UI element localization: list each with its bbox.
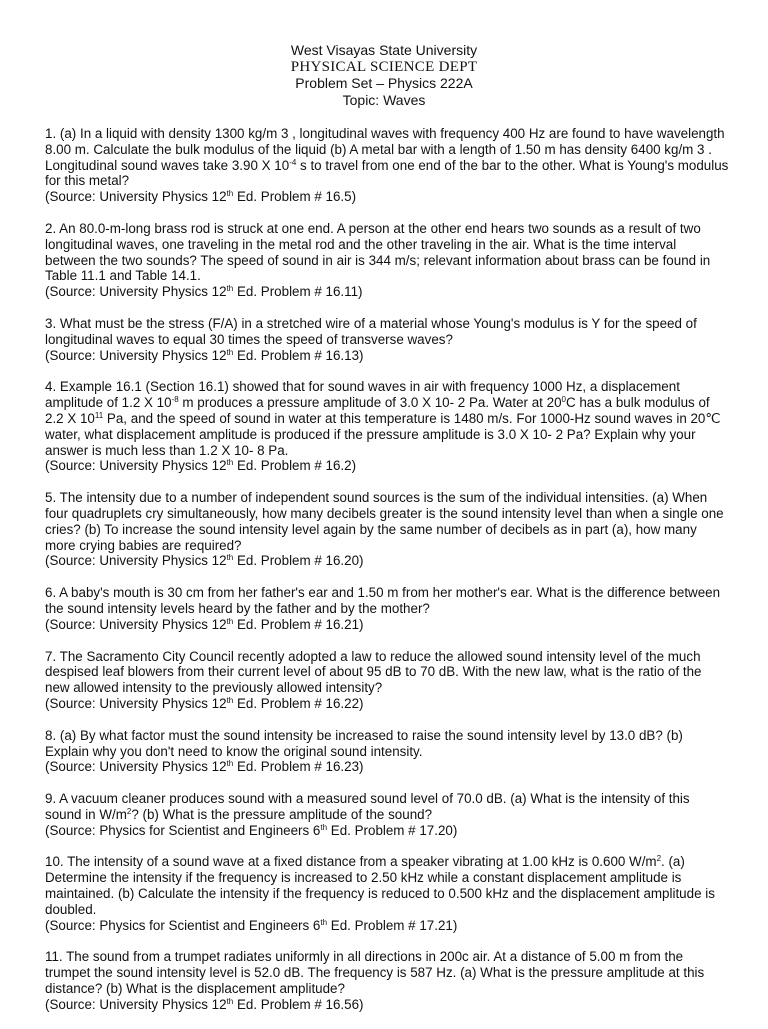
problem-text: 4. Example 16.1 (Section 16.1) showed that for sound waves in air with frequency 1000 Hz, a displacement amplitude of 1.2 X $10^{-8}$ m produces a pressure amplitude of 3.0 X 10- 2 Pa. Water at $20^0C$ has a bulk modulus of 2.2 X $10^{11}$ Pa, and the speed of sound in water at this temperature is 1480 m/s. For 1000-Hz sound waves in 20℃ water, what displacement amplitude is produced if the pressure amplitude is 3.0 X 10- 2 Pa? Explain why your answer is much less than 1.2 X 10- 8 Pa. [45,379,721,458]
problem-set-title: Problem Set – Physics 222A [295,75,473,91]
topic-title: Topic: Waves [342,91,426,108]
problem-1 [45,126,729,205]
problem-text: 11. The sound from a trumpet radiates uniformly in all directions in 200c air. At a distance of 5.00 m from the trumpet the sound intensity level is 52.0 dB. The frequency is 587 Hz. (a) What is the pressure amplitude at this distance? (b) What is the displacement amplitude? [45,949,705,997]
problem-6 [45,585,729,632]
problem-source: (Source: University Physics 12th Ed. Problem # 16.21) [45,616,364,632]
problem-text: 2. An 80.0-m-long brass rod is struck at one end. A person at the other end hears two sounds as a result of two longitudinal waves, one traveling in the metal rod and the other traveling in the air. What is the time interval between the two sounds? The speed of sound in air is 344 m/s; relevant information about brass can be found in Table 11.1 and Table 14.1. [45,220,711,284]
problem-10 [45,854,729,933]
problem-source: (Source: University Physics 12th Ed. Problem # 16.11) [45,284,363,300]
problem-3 [45,316,729,363]
problem-source: (Source: University Physics 12th Ed. Problem # 16.2) [45,458,357,474]
problem-text: 5. The intensity due to a number of independent sound sources is the sum of the individual intensities. (a) When four quadruplets cry simultaneously, how many decibels greater is the sound intensity level than when a single one cries? (b) To increase the sound intensity level again by the same number of decibels as in part (a), how many more crying babies are required? [45,490,724,553]
problem-text: 3. What must be the stress (F/A) in a stretched wire of a material whose Young's modulus is Y for the speed of longitudinal waves to equal 30 times the speed of transverse waves? [45,315,697,347]
problem-text: 6. A baby's mouth is 30 cm from her father's ear and 1.50 m from her mother's ear. What is the difference between the sound intensity levels heard by the father and by the mother? [45,585,721,616]
problem-text: 9. A vacuum cleaner produces sound with a measured sound level of 70.0 dB. (a) What is the intensity of this sound in $W/m^2$? (b) What is the pressure amplitude of the sound? [45,791,690,822]
problem-9 [45,791,729,838]
problem-4 [45,379,729,474]
problem-source: (Source: Physics for Scientist and Engineers 6th Ed. Problem # 17.21) [45,917,458,933]
document-header [0,42,768,108]
problem-source: (Source: University Physics 12th Ed. Problem # 16.13) [45,347,364,363]
problem-source: (Source: University Physics 12th Ed. Problem # 16.5) [45,189,357,205]
problem-source: (Source: Physics for Scientist and Engineers 6th Ed. Problem # 17.20) [45,822,458,838]
department-name: PHYSICAL SCIENCE DEPT [290,58,478,75]
problem-text: 10. The intensity of a sound wave at a fixed distance from a speaker vibrating at 1.00 kHz is 0.600 $W/m^2$. (a) Determine the intensity if the frequency is increased to 2.50 kHz while a constant displacement amplitude is maintained. (b) Calculate the intensity if the frequency is reduced to 0.500 kHz and the displacement amplitude is doubled. [45,854,715,917]
problem-source: (Source: University Physics 12th Ed. Problem # 16.56) [45,996,364,1012]
problem-source: (Source: University Physics 12th Ed. Problem # 16.20) [45,553,364,569]
problem-text: 8. (a) By what factor must the sound intensity be increased to raise the sound intensity level by 13.0 dB? (b) Explain why you don't need to know the original sound intensity. [45,727,683,759]
problem-source: (Source: University Physics 12th Ed. Problem # 16.23) [45,759,364,775]
problem-text: 1. (a) In a liquid with density 1300 kg/m 3 , longitudinal waves with frequency 400 Hz are found to have wavelength 8.00 m. Calculate the bulk modulus of the liquid (b) A metal bar with a length of 1.50 m has density 6400 kg/m 3 . Longitudinal sound waves take 3.90 X $10^{-4}$ s to travel from one end of the bar to the other. What is Young's modulus for this metal? [45,126,729,189]
problem-8 [45,728,729,775]
problem-11 [45,949,729,1012]
problem-7 [45,649,729,712]
problem-source: (Source: University Physics 12th Ed. Problem # 16.22) [45,695,364,711]
problem-2 [45,221,729,300]
university-name: West Visayas State University [290,42,478,58]
problem-5 [45,490,729,569]
problem-text: 7. The Sacramento City Council recently adopted a law to reduce the allowed sound intensity level of the much despised leaf blowers from their current level of about 95 dB to 70 dB. With the new law, what is the ratio of the new allowed intensity to the previously allowed intensity? [45,648,702,696]
problem-list [45,126,729,1029]
